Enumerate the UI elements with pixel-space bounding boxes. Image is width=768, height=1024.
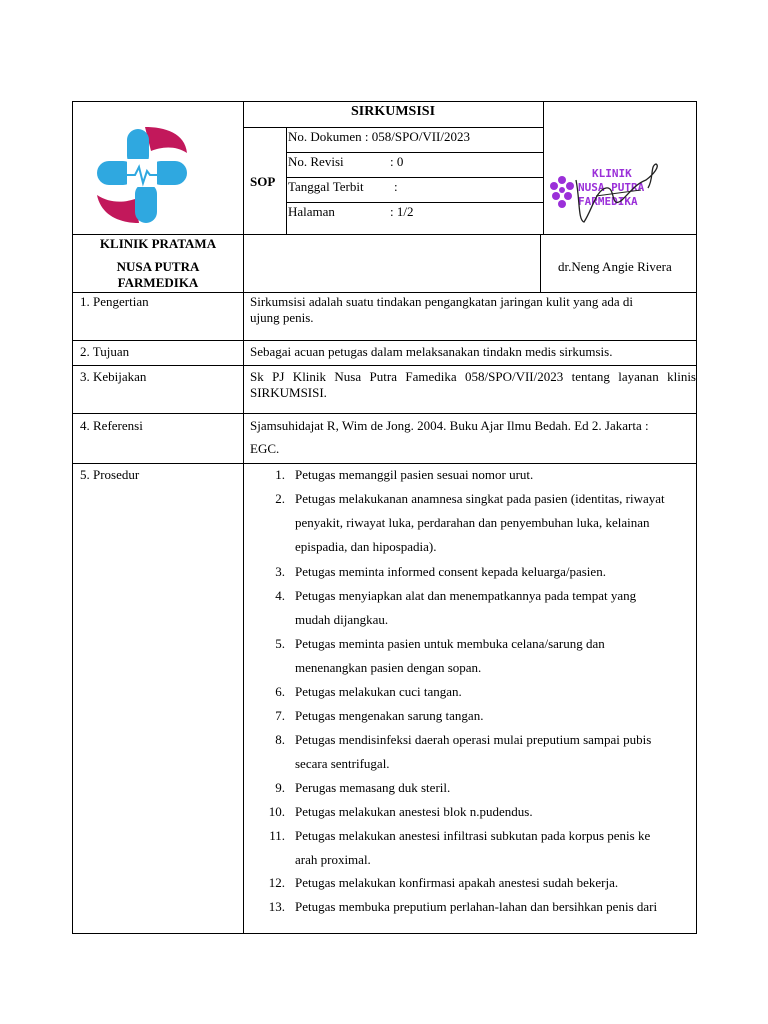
page-value: : 1/2 (390, 204, 414, 219)
procedure-step-number: 8. (275, 732, 285, 747)
procedure-step-text: Petugas menyiapkan alat dan menempatkannya pada tempat yang (295, 588, 637, 603)
procedure-step-text: mudah dijangkau. (295, 612, 389, 627)
document-title: SIRKUMSISI (350, 104, 436, 119)
procedure-step-text: Petugas mendisinfeksi daerah operasi mulai preputium sampai pubis (295, 732, 652, 747)
stamp-text-line3: FARMEDIKA (578, 195, 638, 208)
kebijakan-line2: SIRKUMSISI. (250, 385, 327, 400)
procedure-step-text: arah proximal. (295, 852, 371, 867)
procedure-step-text: Petugas melakukan anestesi blok n.pudendus. (295, 804, 533, 819)
procedure-step-number: 3. (275, 564, 285, 579)
kebijakan-line1: Sk PJ Klinik Nusa Putra Famedika 058/SPO/VII/2023 tentang layanan klinis (250, 369, 696, 384)
procedure-step-number: 6. (275, 684, 285, 699)
procedure-step-number: 2. (275, 491, 285, 506)
page-label: Halaman (288, 204, 335, 219)
revision-value: : 0 (390, 154, 404, 169)
clinic-name-line1: KLINIK PRATAMA (99, 236, 217, 251)
procedure-step-text: Petugas membuka preputium perlahan-lahan dan bersihkan penis dari (295, 899, 658, 914)
section-label-tujuan: 2. Tujuan (80, 344, 130, 359)
issue-date-value: : (394, 179, 398, 194)
procedure-step-text: Petugas mengenakan sarung tangan. (295, 708, 484, 723)
procedure-step-number: 13. (268, 899, 285, 914)
sop-label: SOP (250, 174, 276, 189)
procedure-step-text: Petugas melakukan anestesi infiltrasi subkutan pada korpus penis ke (295, 828, 651, 843)
procedure-step-number: 11. (269, 828, 285, 843)
procedure-step-number: 5. (275, 636, 285, 651)
issue-date-label: Tanggal Terbit (288, 179, 364, 194)
signature-icon (566, 160, 666, 230)
procedure-step-text: Petugas memanggil pasien sesuai nomor urut. (295, 467, 534, 482)
procedure-step-text: Petugas meminta informed consent kepada keluarga/pasien. (295, 564, 606, 579)
procedure-step-text: Perugas memasang duk steril. (295, 780, 451, 795)
revision-label: No. Revisi (288, 154, 344, 169)
procedure-step-text: menenangkan pasien dengan sopan. (295, 660, 482, 675)
signatory-name: dr.Neng Angie Rivera (558, 259, 672, 274)
section-label-kebijakan: 3. Kebijakan (80, 369, 147, 384)
tujuan-line1: Sebagai acuan petugas dalam melaksanakan tindakn medis sirkumsis. (250, 344, 613, 359)
stamp-text-line1: KLINIK (592, 167, 632, 180)
procedure-step-text: Petugas meminta pasien untuk membuka celana/sarung dan (295, 636, 605, 651)
procedure-step-text: Petugas melakukanan anamnesa singkat pada pasien (identitas, riwayat (295, 491, 665, 506)
procedure-step-text: Petugas melakukan konfirmasi apakah anestesi sudah bekerja. (295, 875, 619, 890)
pengertian-line1: Sirkumsisi adalah suatu tindakan pengangkatan jaringan kulit yang ada di (250, 294, 634, 309)
procedure-step-number: 7. (275, 708, 285, 723)
procedure-step-text: secara sentrifugal. (295, 756, 390, 771)
referensi-line2: EGC. (250, 441, 280, 456)
referensi-line1: Sjamsuhidajat R, Wim de Jong. 2004. Buku Ajar Ilmu Bedah. Ed 2. Jakarta : (250, 418, 649, 433)
section-label-referensi: 4. Referensi (80, 418, 143, 433)
procedure-step-text: Petugas melakukan cuci tangan. (295, 684, 462, 699)
procedure-step-number: 9. (275, 780, 285, 795)
stamp-text-line2: NUSA PUTRA (578, 181, 645, 194)
procedure-step-number: 12. (268, 875, 285, 890)
pengertian-line2: ujung penis. (250, 310, 314, 325)
procedure-step-number: 1. (275, 467, 285, 482)
doc-number: No. Dokumen : 058/SPO/VII/2023 (288, 129, 470, 144)
section-label-pengertian: 1. Pengertian (80, 294, 149, 309)
procedure-step-number: 4. (275, 588, 285, 603)
section-label-prosedur: 5. Prosedur (80, 467, 140, 482)
procedure-step-number: 10. (268, 804, 285, 819)
clinic-logo (95, 125, 185, 225)
clinic-name-line3: FARMEDIKA (117, 275, 199, 290)
procedure-step-text: epispadia, dan hipospadia). (295, 539, 437, 554)
procedure-step-text: penyakit, riwayat luka, perdarahan dan penyembuhan luka, kelainan (295, 515, 650, 530)
clinic-name-line2: NUSA PUTRA (116, 259, 200, 274)
